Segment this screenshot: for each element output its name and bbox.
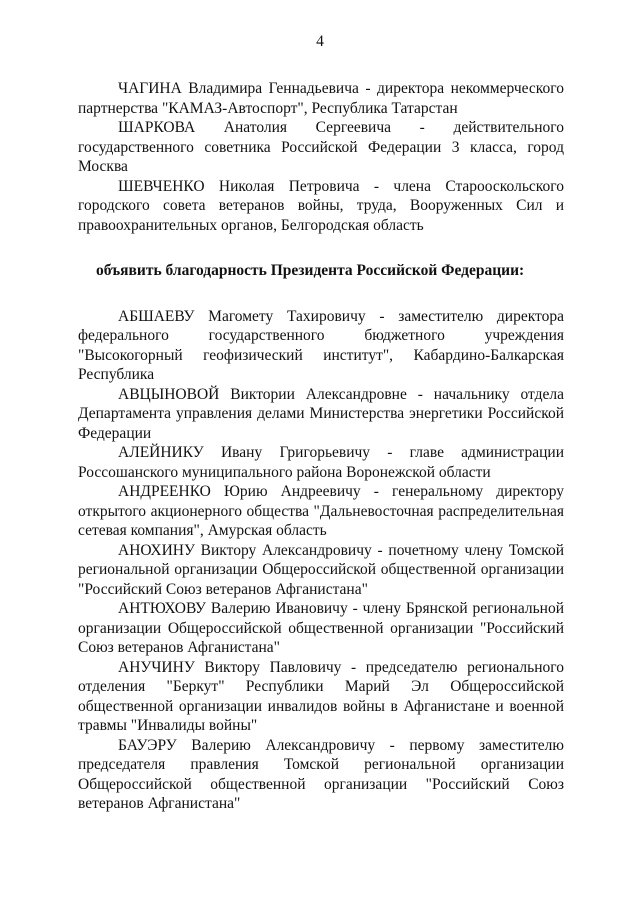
award-entry: ШЕВЧЕНКО Николая Петровича - члена Старооскольского городского совета ветеранов войны, труда, Вооруженных Сил и правоохранительных органов, Белгородская область — [78, 177, 564, 234]
gratitude-entry: АНДРЕЕНКО Юрию Андреевичу - генеральному директору открытого акционерного общества "Дальневосточная распределительная сетевая компания", Амурская область — [78, 483, 564, 539]
gratitude-entry: АНТЮХОВУ Валерию Ивановичу - члену Брянской региональной организации Общероссийской общественной организации "Российский Союз ветеранов Афганистана" — [78, 600, 564, 656]
gratitude-entry: АНУЧИНУ Виктору Павловичу - председателю регионального отделения "Беркут" Республики Марий Эл Общероссийской общественной организации инвалидов войны в Афганистане и военной травмы "Инвалиды войны" — [78, 658, 564, 734]
page-number: 4 — [316, 33, 324, 50]
section-heading: объявить благодарность Президента Российской Федерации: — [96, 262, 525, 279]
document-body — [78, 79, 564, 814]
gratitude-entry: АЛЕЙНИКУ Ивану Григорьевичу - главе администрации Россошанского муниципального района Воронежской области — [78, 444, 564, 481]
award-entry: ШАРКОВА Анатолия Сергеевича - действительного государственного советника Российской Федерации 3 класса, город Москва — [78, 119, 564, 175]
gratitude-entry: АНОХИНУ Виктору Александровичу - почетному члену Томской региональной организации Общероссийской общественной организации "Российский Союз ветеранов Афганистана" — [78, 541, 564, 598]
gratitude-entry: АБШАЕВУ Магомету Тахировичу - заместителю директора федерального государственного бюджетного учреждения "Высокогорный геофизический институт", Кабардино-Балкарская Республика — [78, 307, 564, 383]
gratitude-entry: АВЦЫНОВОЙ Виктории Александровне - начальнику отдела Департамента управления делами Министерства энергетики Российской Федерации — [78, 385, 564, 442]
gratitude-entry: БАУЭРУ Валерию Александровичу - первому заместителю председателя правления Томской региональной организации Общероссийской общественной организации "Российский Союз ветеранов Афганистана" — [78, 736, 564, 812]
award-entry: ЧАГИНА Владимира Геннадьевича - директора некоммерческого партнерства "КАМАЗ-Автоспорт", Республика Татарстан — [78, 80, 564, 117]
